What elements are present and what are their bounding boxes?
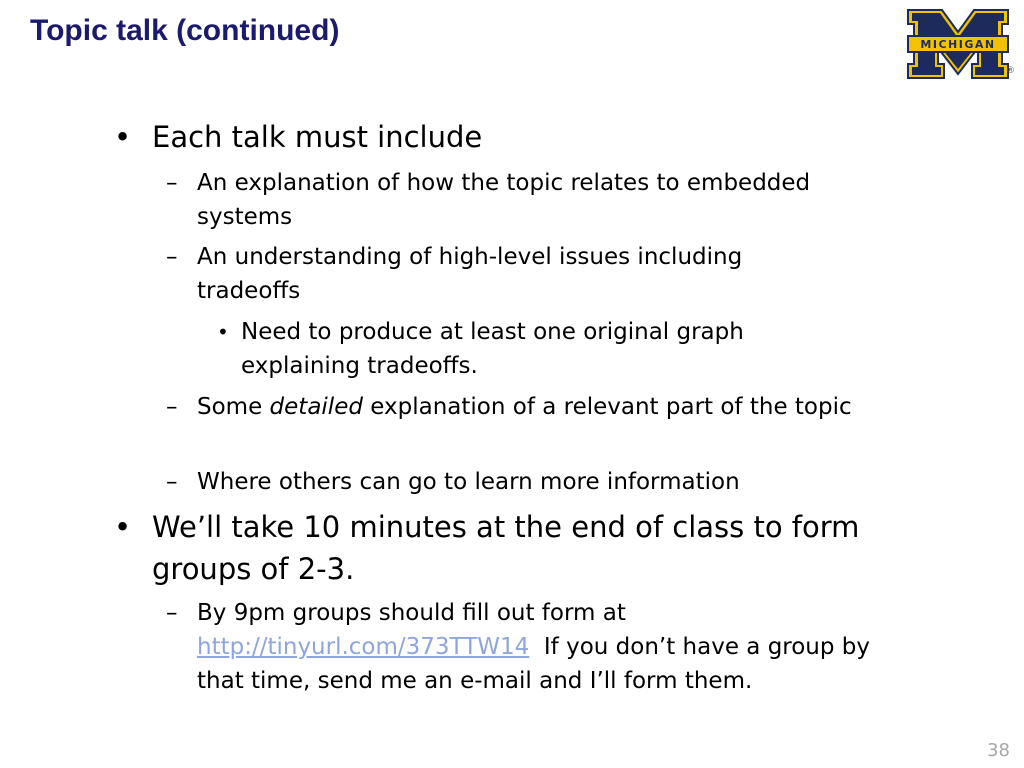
dash-marker: –	[166, 394, 178, 420]
sub-bullet-detailed	[197, 390, 887, 424]
form-deadline-prefix: By 9pm groups should fill out form at	[197, 600, 626, 626]
trademark-symbol: ®	[1006, 66, 1015, 76]
bullet-marker: •	[114, 510, 132, 544]
bullet-marker: •	[217, 320, 229, 344]
dash-marker: –	[166, 244, 178, 270]
bullet-each-talk: Each talk must include	[152, 120, 483, 154]
page-number: 38	[987, 740, 1010, 761]
dash-marker: –	[166, 469, 178, 495]
dash-marker: –	[166, 170, 178, 196]
dash-marker: –	[166, 600, 178, 626]
detailed-suffix: explanation of a relevant part of the topic	[362, 394, 852, 420]
tinyurl-link[interactable]: http://tinyurl.com/373TTW14	[197, 634, 530, 660]
sub-sub-bullet-graph: Need to produce at least one original graph explaining tradeoffs.	[241, 319, 744, 379]
michigan-logo	[906, 8, 1015, 80]
sub-bullet-learn-more: Where others can go to learn more information	[197, 469, 740, 495]
form-deadline-suffix: If you don’t have a group by that time, send me an e-mail and I’ll form them.	[197, 634, 878, 694]
detailed-emphasis: detailed	[269, 394, 363, 420]
slide-title: Topic talk (continued)	[30, 14, 340, 47]
sub-bullet-explanation: An explanation of how the topic relates to embedded systems	[197, 170, 811, 230]
sub-bullet-form-deadline	[197, 596, 877, 698]
bullet-ten-minutes: We’ll take 10 minutes at the end of class to form groups of 2-3.	[152, 510, 860, 586]
logo-text: MICHIGAN	[920, 38, 996, 51]
michigan-block-m-icon	[906, 8, 1010, 80]
detailed-prefix: Some	[197, 394, 270, 420]
bullet-marker: •	[114, 120, 132, 154]
sub-bullet-understanding: An understanding of high-level issues including tradeoffs	[197, 244, 743, 304]
